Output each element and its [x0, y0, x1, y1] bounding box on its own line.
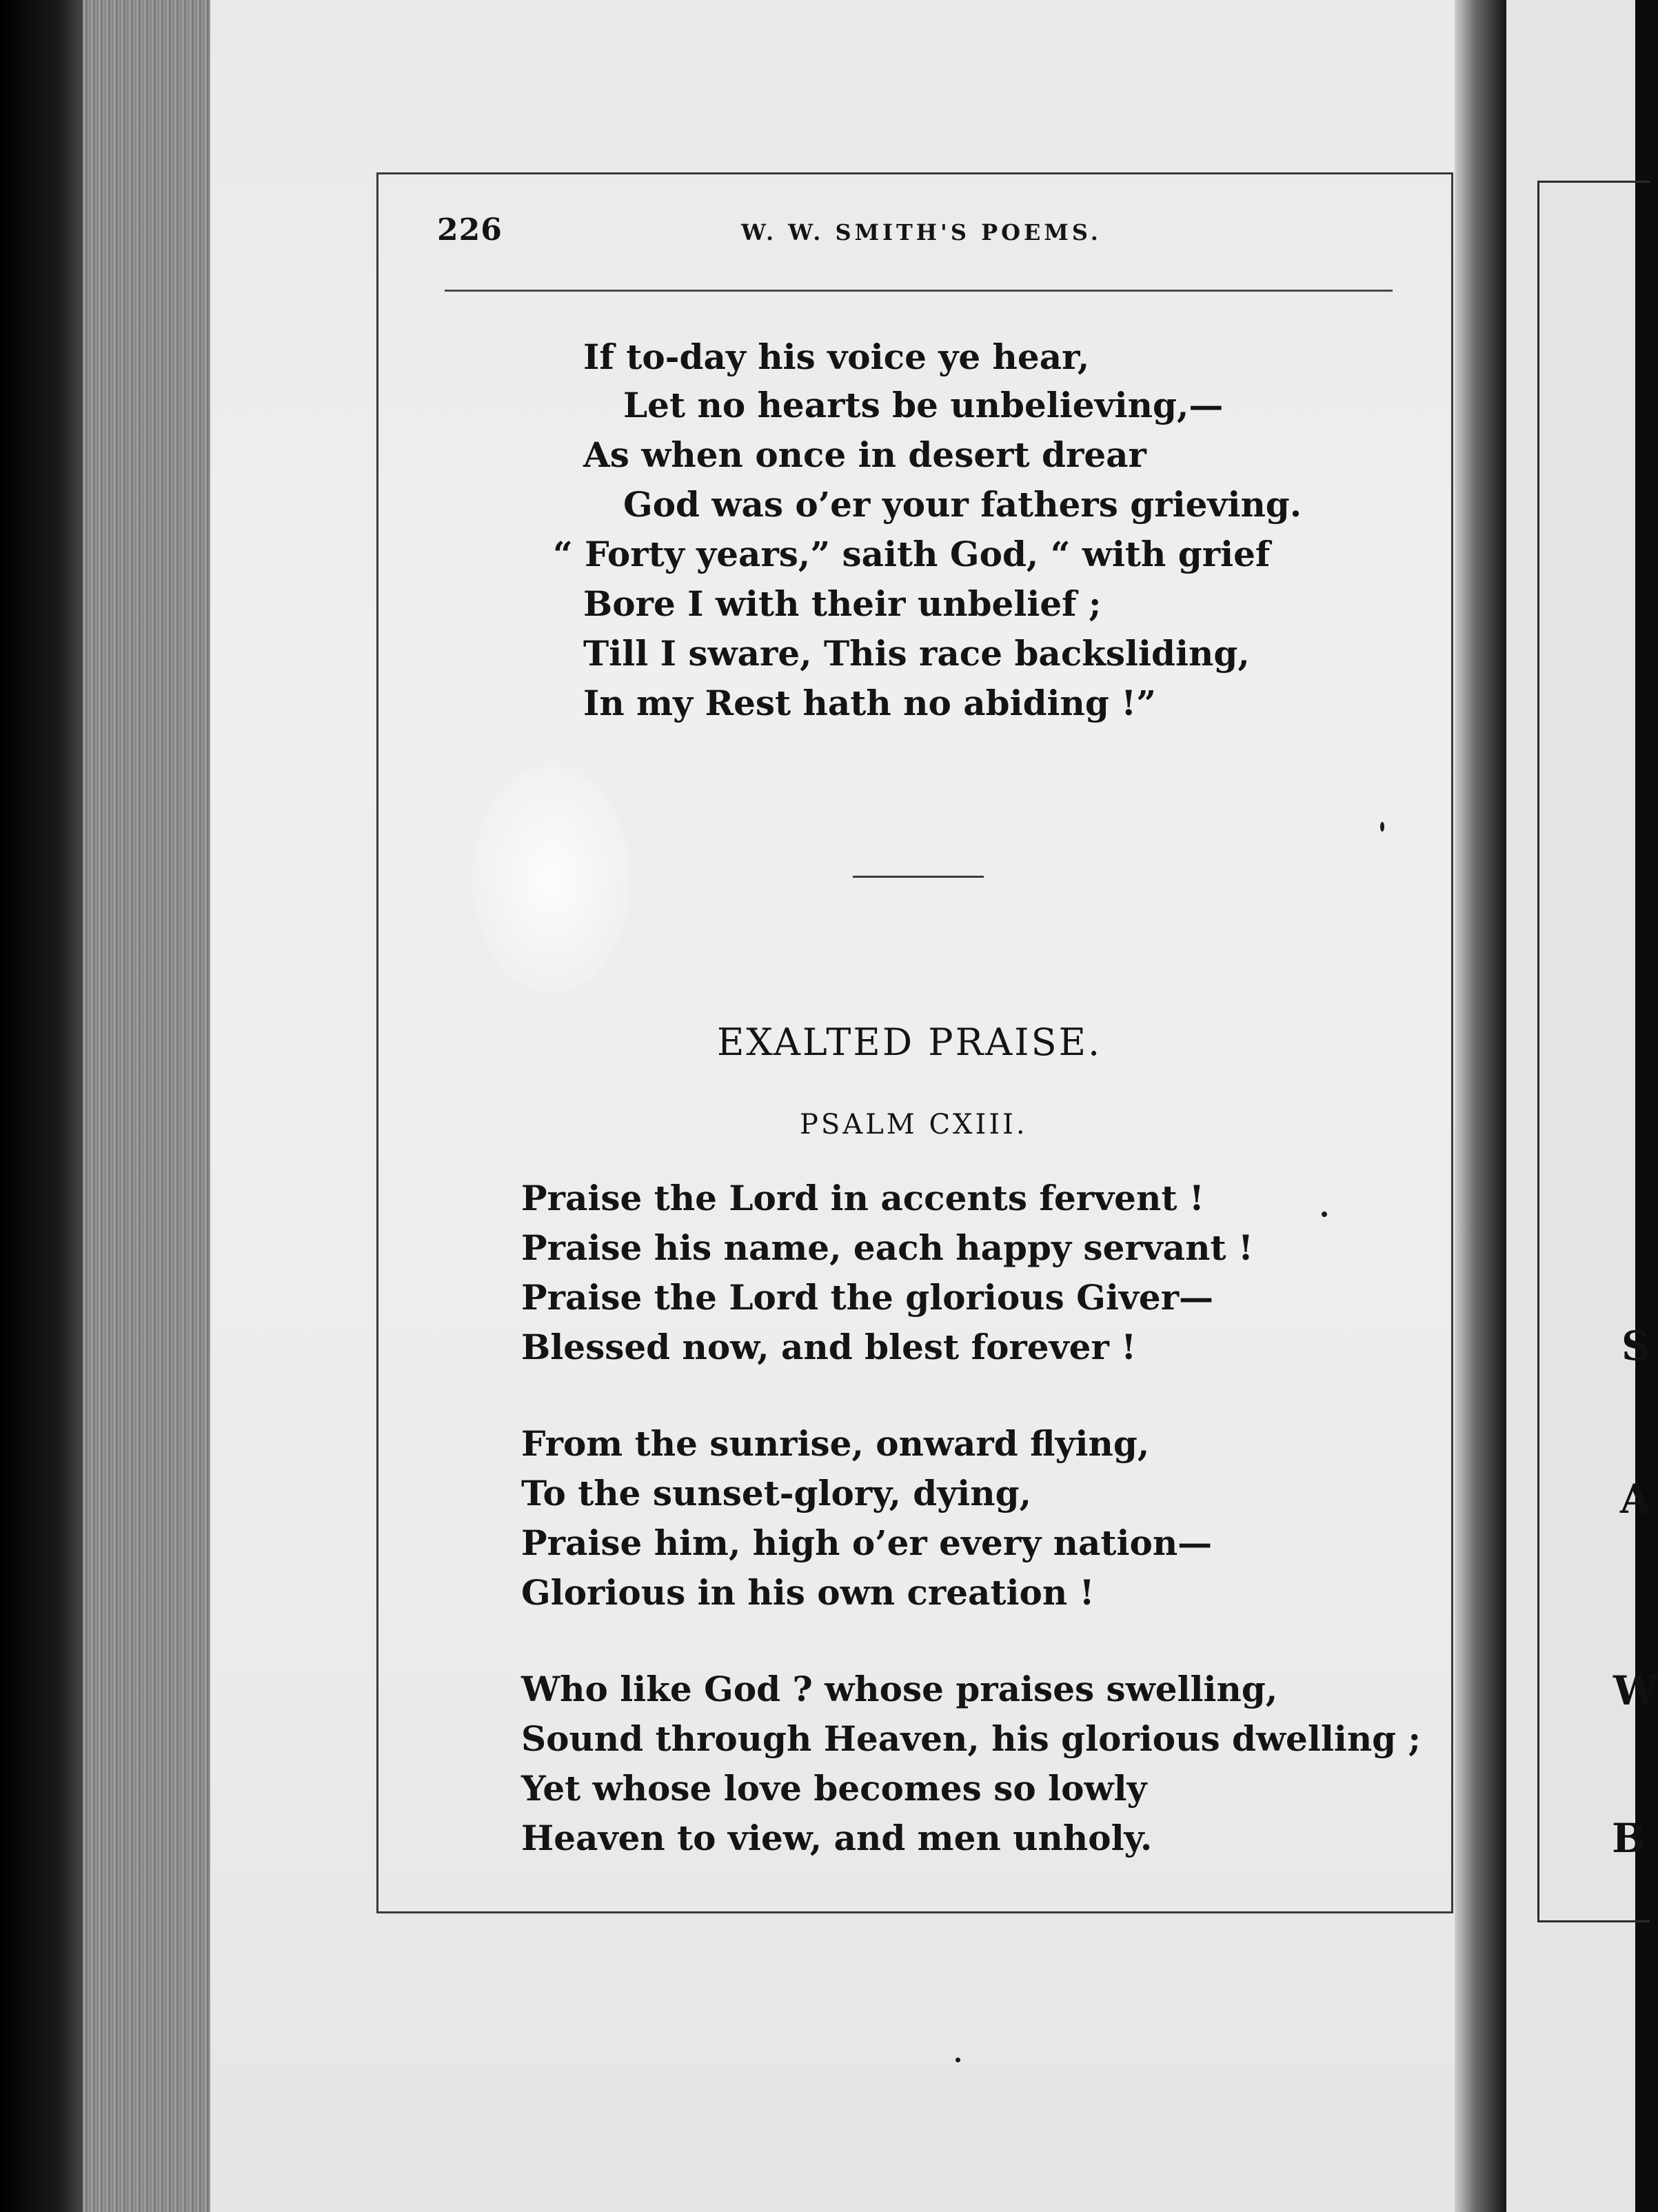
- running-head: W. W. SMITH'S POEMS.: [741, 219, 1102, 245]
- ink-speck: [1322, 1211, 1327, 1217]
- facing-page-letter: B: [1612, 1815, 1646, 1862]
- verse-line: God was o’er your fathers grieving.: [623, 484, 1302, 525]
- poem-title: EXALTED PRAISE.: [717, 1020, 1102, 1064]
- verse-line: In my Rest hath no abiding !”: [583, 683, 1156, 723]
- facing-page-letter: A: [1620, 1476, 1652, 1522]
- ink-speck: [956, 2058, 960, 2062]
- verse-line: Heaven to view, and men unholy.: [521, 1818, 1153, 1858]
- verse-line: Praise him, high o’er every nation—: [521, 1522, 1213, 1563]
- header-rule: [445, 290, 1393, 292]
- verse-line: Let no hearts be unbelieving,—: [623, 385, 1224, 425]
- section-separator: [853, 876, 984, 878]
- verse-line: Glorious in his own creation !: [521, 1572, 1095, 1613]
- verse-line: Praise the Lord in accents fervent !: [521, 1178, 1204, 1218]
- verse-line: If to-day his voice ye hear,: [583, 336, 1090, 377]
- verse-line: Yet whose love becomes so lowly: [521, 1768, 1147, 1809]
- verse-line: As when once in desert drear: [583, 434, 1146, 475]
- book-edge-shadow: [0, 0, 83, 2212]
- verse-line: Bore I with their unbelief ;: [583, 583, 1102, 624]
- facing-page-letter: S: [1621, 1323, 1650, 1369]
- verse-line: Till I sware, This race backsliding,: [583, 633, 1250, 674]
- facing-page-letter: W: [1613, 1667, 1658, 1714]
- verse-line: To the sunset-glory, dying,: [521, 1473, 1032, 1514]
- verse-line: Praise the Lord the glorious Giver—: [521, 1277, 1214, 1318]
- facing-page-frame: [1537, 181, 1650, 1922]
- verse-line: Praise his name, each happy servant !: [521, 1227, 1253, 1268]
- verse-line: Blessed now, and blest forever !: [521, 1327, 1137, 1367]
- verse-line: Who like God ? whose praises swelling,: [521, 1669, 1278, 1709]
- book-gutter: [1455, 0, 1506, 2212]
- ink-speck: [1380, 822, 1384, 832]
- verse-line: “ Forty years,” saith God, “ with grief: [553, 534, 1271, 574]
- page-number: 226: [437, 212, 503, 248]
- poem-subtitle: PSALM CXIII.: [800, 1109, 1028, 1140]
- verse-line: Sound through Heaven, his glorious dwelling ;: [521, 1718, 1422, 1759]
- page-edges: [83, 0, 218, 2212]
- verse-line: From the sunrise, onward flying,: [521, 1423, 1150, 1464]
